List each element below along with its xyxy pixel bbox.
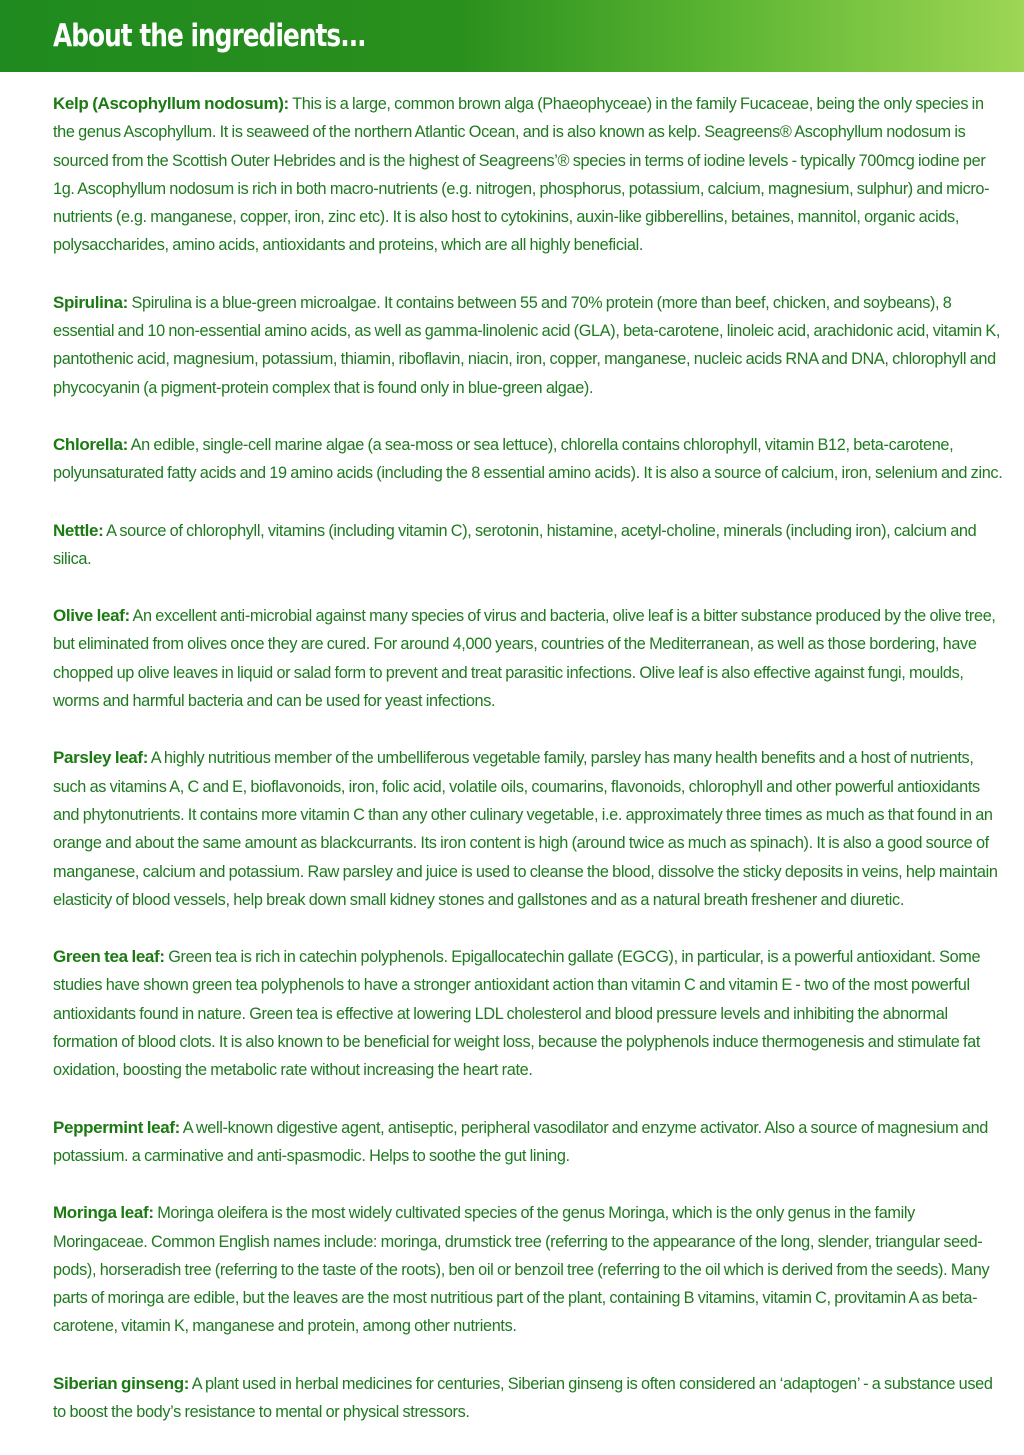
ingredient-olive-leaf <box>53 602 1003 715</box>
ingredient-name: Peppermint leaf: <box>53 1117 180 1137</box>
header-banner <box>0 0 1024 72</box>
ingredient-peppermint-leaf <box>53 1114 1003 1171</box>
ingredient-name: Siberian ginseng: <box>53 1373 190 1393</box>
ingredient-name: Chlorella: <box>53 434 128 454</box>
ingredient-nettle <box>53 517 1003 574</box>
ingredient-moringa-leaf <box>53 1199 1003 1340</box>
ingredient-description: A plant used in herbal medicines for centuries, Siberian ginseng is often considered an ‘adaptogen’ - a substance used to boost the body’s resistance to mental or physical stressors. <box>53 1374 993 1421</box>
ingredient-description: Green tea is rich in catechin polyphenols. Epigallocatechin gallate (EGCG), in particular, is a powerful antioxidant. Some studies have shown green tea polyphenols to have a stronger antioxidant action than vitamin C and vitamin E - two of the most powerful antioxidants found in nature. Green tea is effective at lowering LDL cholesterol and blood pressure levels and inhibiting the abnormal formation of blood clots. It is also known to be beneficial for weight loss, because the polyphenols induce thermogenesis and stimulate fat oxidation, boosting the metabolic rate without increasing the heart rate. <box>53 948 981 1080</box>
ingredient-description: A well-known digestive agent, antiseptic, peripheral vasodilator and enzyme activator. Also a source of magnesium and potassium. a carminative and anti-spasmodic. Helps to soothe the gut lining. <box>53 1118 988 1165</box>
ingredient-name: Moringa leaf: <box>53 1203 154 1223</box>
ingredient-name: Olive leaf: <box>53 606 130 626</box>
ingredient-description: This is a large, common brown alga (Phaeophyceae) in the family Fucaceae, being the only species in the genus Ascophyllum. It is seaweed of the northern Atlantic Ocean, and is also known as kelp. Seagreens® Ascophyllum nodosum is sourced from the Scottish Outer Hebrides and is the highest of Seagreens’® species in terms of iodine levels - typically 700mcg iodine per 1g. Ascophyllum nodosum is rich in both macro-nutrients (e.g. nitrogen, phosphorus, potassium, calcium, magnesium, sulphur) and micro-nutrients (e.g. manganese, copper, iron, zinc etc). It is also host to cytokinins, auxin-like gibberellins, betaines, mannitol, organic acids, polysaccharides, amino acids, antioxidants and proteins, which are all highly beneficial. <box>53 95 990 255</box>
ingredient-name: Parsley leaf: <box>53 748 149 768</box>
ingredient-description: An edible, single-cell marine algae (a sea-moss or sea lettuce), chlorella contains chlorophyll, vitamin B12, beta-carotene, polyunsaturated fatty acids and 19 amino acids (including the 8 essential amino acids). It is also a source of calcium, iron, selenium and zinc. <box>53 435 1003 483</box>
page-title: About the ingredients... <box>53 18 366 54</box>
ingredient-siberian-ginseng <box>53 1370 1003 1427</box>
ingredient-description: A source of chlorophyll, vitamins (including vitamin C), serotonin, histamine, acetyl-choline, minerals (including iron), calcium and silica. <box>53 521 977 568</box>
ingredients-list <box>53 90 1003 1455</box>
ingredient-description: An excellent anti-microbial against many species of virus and bacteria, olive leaf is a bitter substance produced by the olive tree, but eliminated from olives once they are cured. For around 4,000 years, countries of the Mediterranean, as well as those bordering, have chopped up olive leaves in liquid or salad form to prevent and treat parasitic infections. Olive leaf is also effective against fungi, moulds, worms and harmful bacteria and can be used for yeast infections. <box>53 607 996 711</box>
ingredient-name: Nettle: <box>53 520 104 540</box>
ingredient-chlorella <box>53 431 1003 488</box>
ingredient-name: Kelp (Ascophyllum nodosum): <box>53 94 289 113</box>
ingredient-description: Spirulina is a blue-green microalgae. It contains between 55 and 70% protein (more than beef, chicken, and soybeans), 8 essential and 10 non-essential amino acids, as well as gamma-linolenic acid (GLA), beta-carotene, linoleic acid, arachidonic acid, vitamin K, pantothenic acid, magnesium, potassium, thiamin, riboflavin, niacin, iron, copper, manganese, nucleic acids RNA and DNA, chlorophyll and phycocyanin (a pigment-protein complex that is found only in blue-green algae). <box>53 293 1001 397</box>
ingredient-description: A highly nutritious member of the umbelliferous vegetable family, parsley has many health benefits and a host of nutrients, such as vitamins A, C and E, bioflavonoids, iron, folic acid, volatile oils, coumarins, flavonoids, chlorophyll and other powerful antioxidants and phytonutrients. It contains more vitamin C than any other culinary vegetable, i.e. approximately three times as much as that found in an orange and about the same amount as blackcurrants. Its iron content is high (around twice as much as spinach). It is also a good source of manganese, calcium and potassium. Raw parsley and juice is used to cleanse the blood, dissolve the sticky deposits in veins, help maintain elasticity of blood vessels, help break down small kidney stones and gallstones and as a natural breath freshener and diuretic. <box>53 749 998 909</box>
ingredient-kelp <box>53 90 1003 260</box>
ingredient-green-tea-leaf <box>53 943 1003 1084</box>
ingredient-spirulina <box>53 289 1003 402</box>
ingredient-description: Moringa oleifera is the most widely cultivated species of the genus Moringa, which is the only genus in the family Moringaceae. Common English names include: moringa, drumstick tree (referring to the appearance of the long, slender, triangular seed-pods), horseradish tree (referring to the taste of the roots), ben oil or benzoil tree (referring to the oil which is derived from the seeds). Many parts of moringa are edible, but the leaves are the most nutritious part of the plant, containing B vitamins, vitamin C, provitamin A as beta-carotene, vitamin K, manganese and protein, among other nutrients. <box>53 1204 990 1336</box>
ingredient-name: Green tea leaf: <box>53 947 165 967</box>
ingredient-parsley-leaf <box>53 744 1003 914</box>
ingredient-name: Spirulina: <box>53 292 128 312</box>
